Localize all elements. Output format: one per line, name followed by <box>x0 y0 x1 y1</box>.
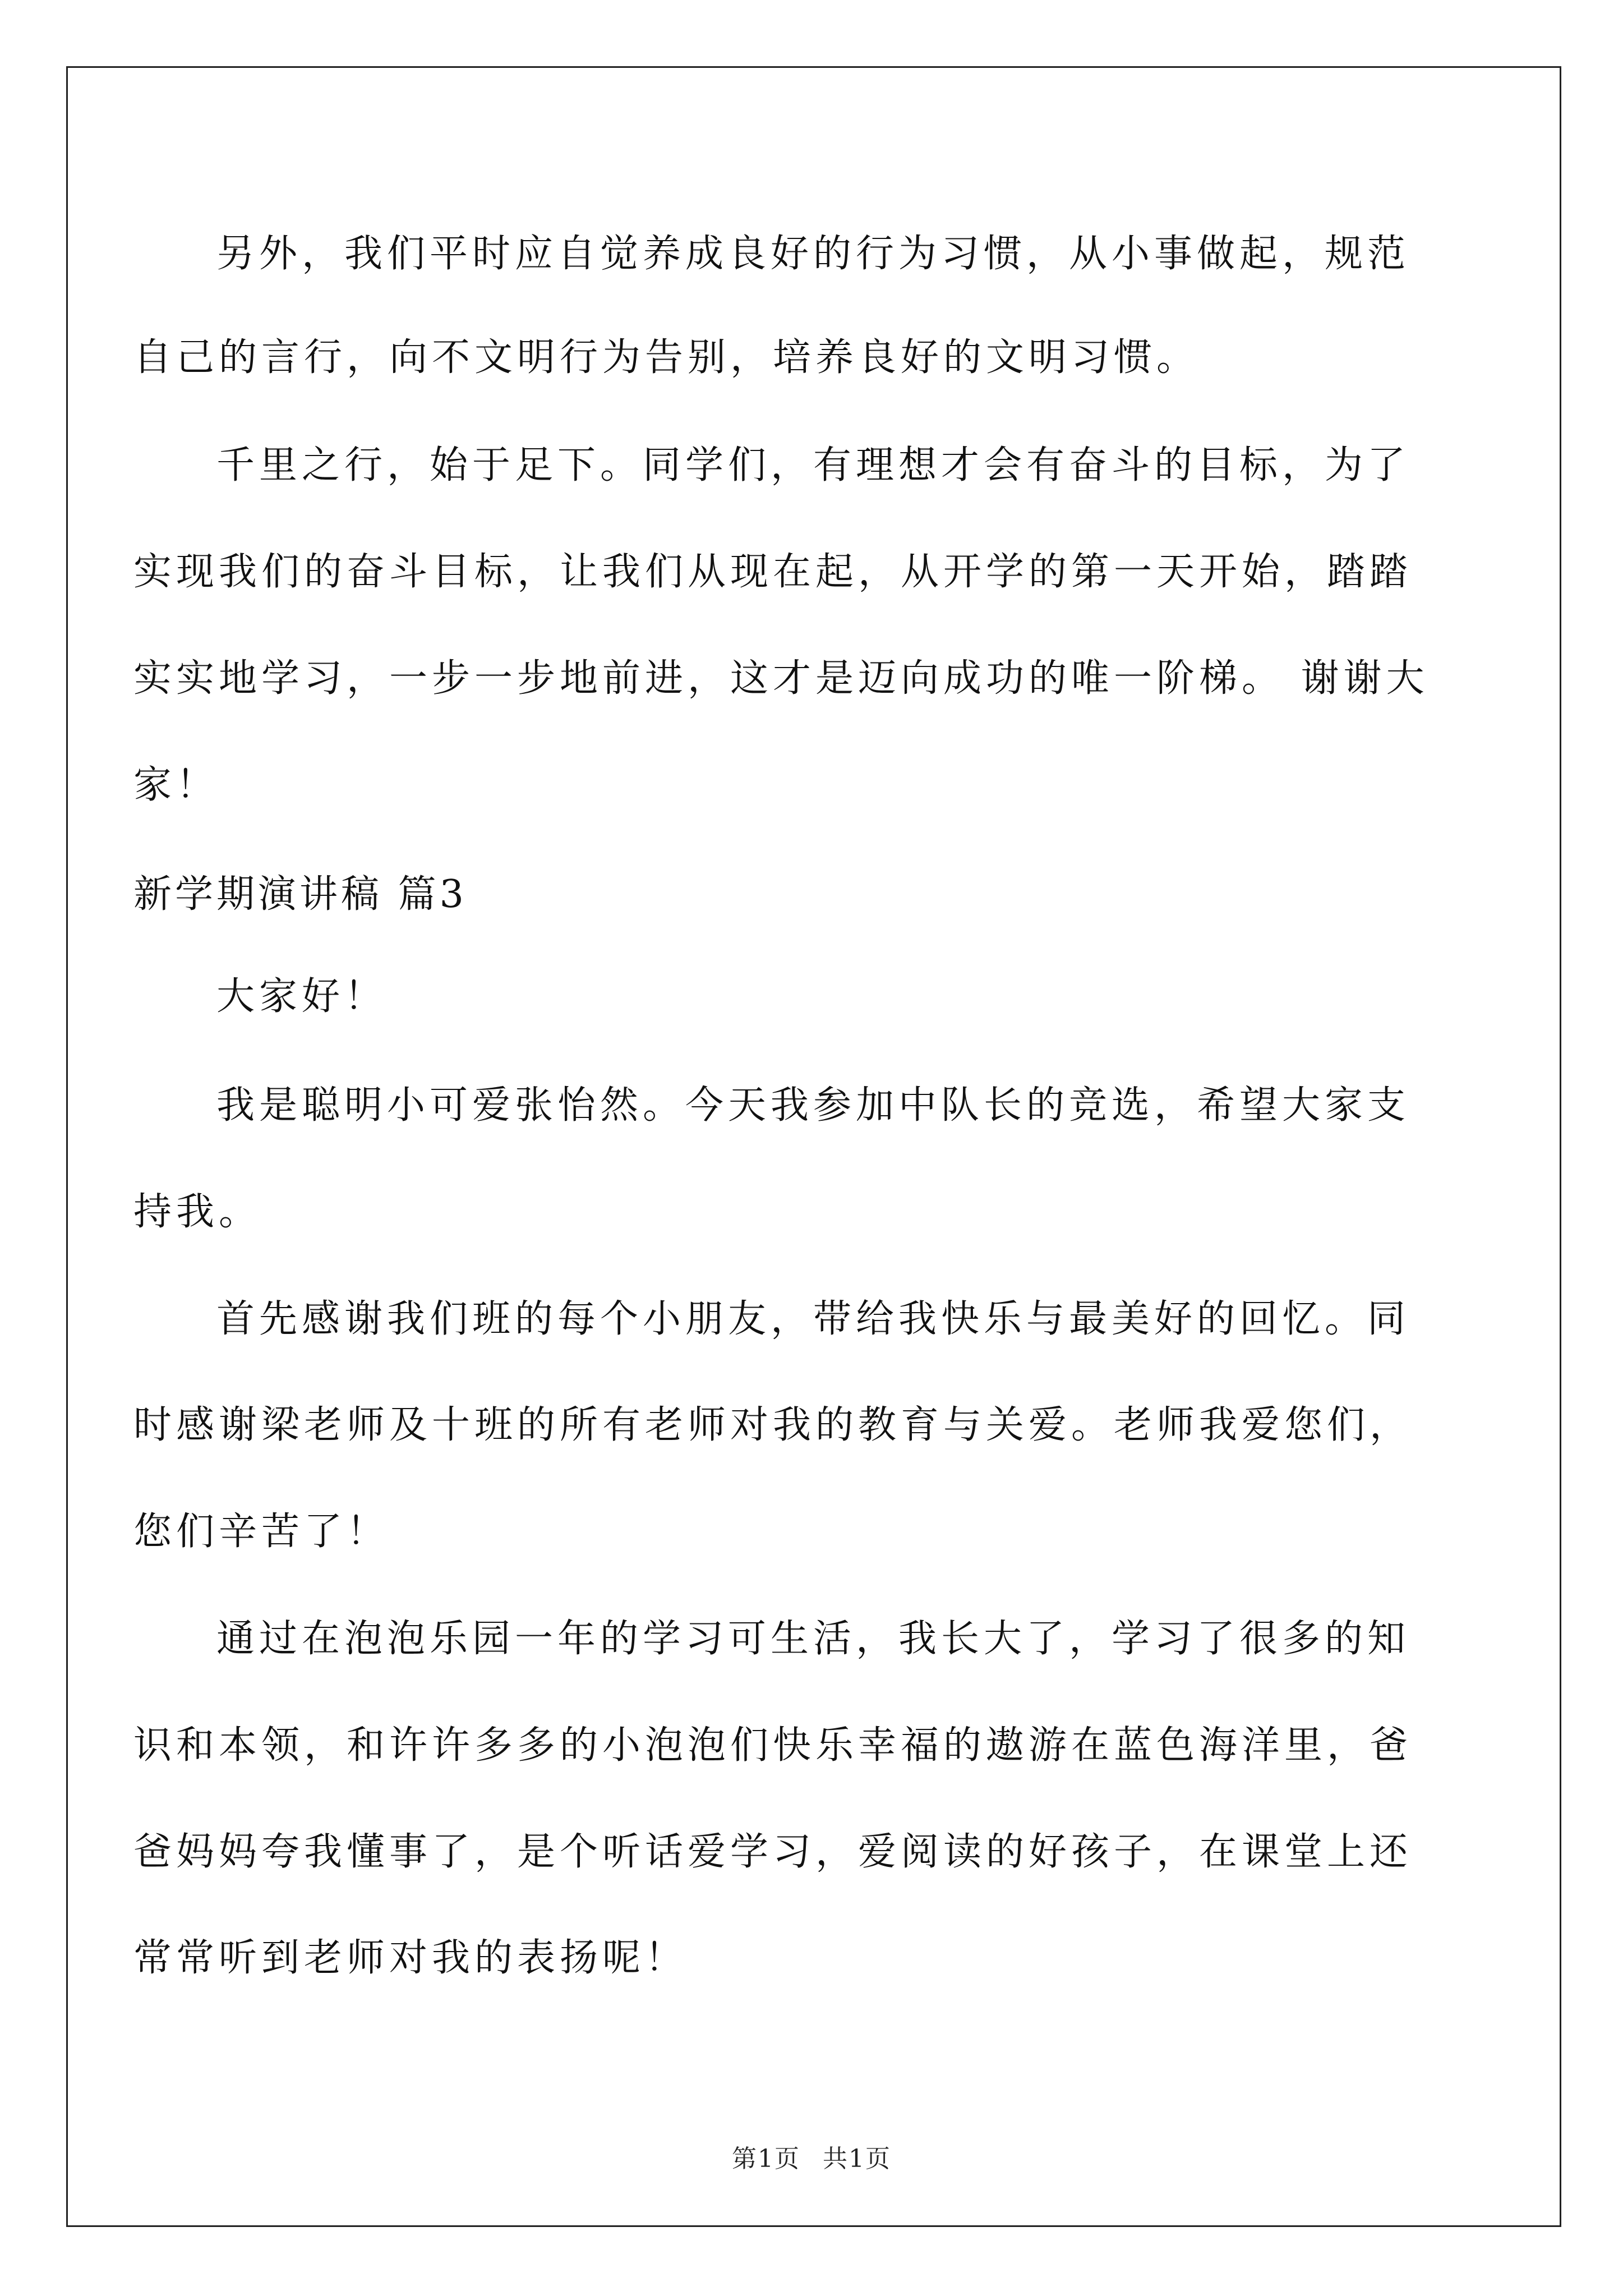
paragraph-line: 持我。 <box>133 1190 262 1234</box>
paragraph-line: 另外，我们平时应自觉养成良好的行为习惯，从小事做起，规范 <box>216 232 1410 276</box>
page-total: 共1页 <box>823 2145 891 2173</box>
page-footer <box>0 2138 1623 2174</box>
paragraph-line: 通过在泡泡乐园一年的学习可生活，我长大了，学习了很多的知 <box>216 1617 1410 1661</box>
paragraph-line: 家！ <box>133 763 219 807</box>
paragraph-line: 实实地学习，一步一步地前进，这才是迈向成功的唯一阶梯。 谢谢大 <box>133 656 1429 701</box>
paragraph-line: 您们辛苦了！ <box>133 1510 390 1554</box>
paragraph-line: 首先感谢我们班的每个小朋友，带给我快乐与最美好的回忆。同 <box>216 1297 1410 1341</box>
paragraph-line: 我是聪明小可爱张怡然。今天我参加中队长的竞选，希望大家支 <box>216 1083 1410 1128</box>
paragraph-line: 实现我们的奋斗目标，让我们从现在起，从开学的第一天开始，踏踏 <box>133 550 1413 594</box>
page-number: 第1页 <box>732 2145 800 2173</box>
paragraph-line: 时感谢梁老师及十班的所有老师对我的教育与关爱。老师我爱您们， <box>133 1403 1413 1447</box>
paragraph-line: 大家好！ <box>216 974 388 1019</box>
paragraph-line: 千里之行，始于足下。同学们，有理想才会有奋斗的目标，为了 <box>216 443 1410 487</box>
paragraph-line: 自己的言行，向不文明行为告别，培养良好的文明习惯。 <box>133 335 1200 380</box>
paragraph-line: 爸妈妈夸我懂事了，是个听话爱学习，爱阅读的好孩子，在课堂上还 <box>133 1830 1413 1874</box>
paragraph-line: 常常听到老师对我的表扬呢！ <box>133 1936 688 1980</box>
paragraph-line: 识和本领，和许许多多的小泡泡们快乐幸福的遨游在蓝色海洋里，爸 <box>133 1723 1413 1768</box>
section-heading: 新学期演讲稿 篇3 <box>133 872 467 917</box>
